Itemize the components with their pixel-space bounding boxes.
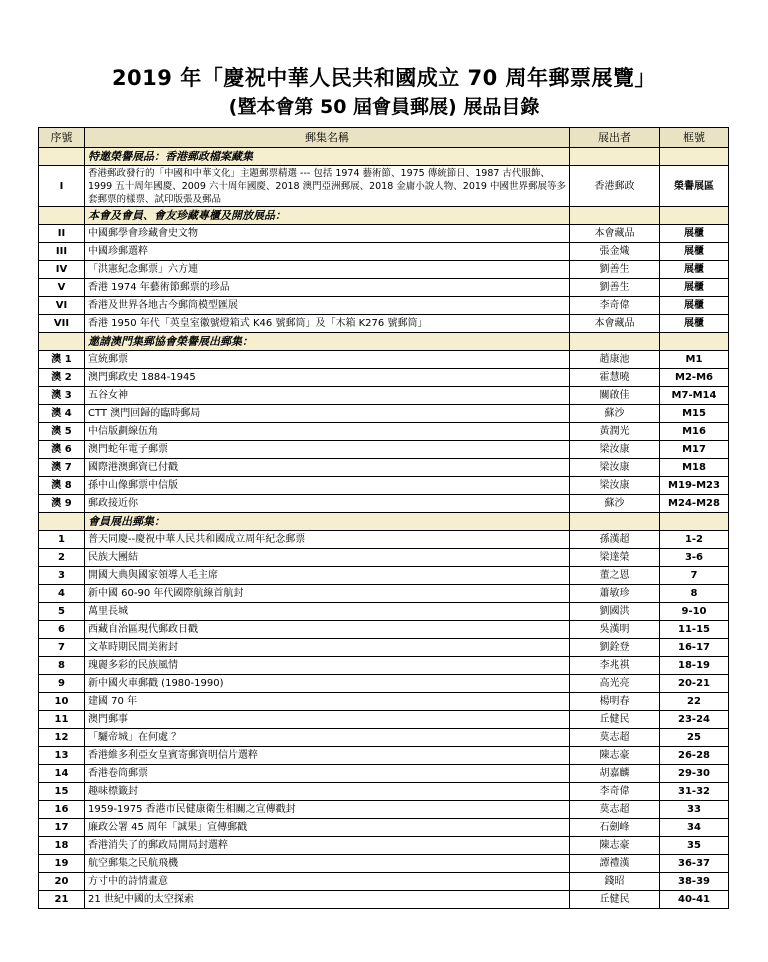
exhibitor-name: 莫志超 <box>570 801 660 819</box>
exhibit-title: 香港 1950 年代「英皇室徽號燈箱式 K46 號郵筒」及「木箱 K276 號郵筒」 <box>85 315 570 333</box>
row-number: V <box>39 279 85 297</box>
frame-number: 9-10 <box>660 603 729 621</box>
exhibitor-name: 陳志豪 <box>570 837 660 855</box>
row-number: 20 <box>39 873 85 891</box>
table-row <box>39 549 729 567</box>
frame-number <box>660 148 729 166</box>
frame-number: 榮譽展區 <box>660 166 729 207</box>
table-row <box>39 567 729 585</box>
table-row <box>39 387 729 405</box>
exhibitor-name: 董之恩 <box>570 567 660 585</box>
row-number: 21 <box>39 891 85 909</box>
frame-number: M17 <box>660 441 729 459</box>
exhibit-title: 邀請澳門集郵協會榮譽展出郵集： <box>85 333 570 351</box>
row-number <box>39 513 85 531</box>
exhibit-title: 「洪憲紀念郵票」六方連 <box>85 261 570 279</box>
section-header-row <box>39 513 729 531</box>
table-row <box>39 477 729 495</box>
row-number: 13 <box>39 747 85 765</box>
exhibitor-name: 李奇偉 <box>570 297 660 315</box>
row-number: 澳 9 <box>39 495 85 513</box>
exhibitor-name: 錢昭 <box>570 873 660 891</box>
header-exhibitor: 展出者 <box>570 128 660 148</box>
header-no: 序號 <box>39 128 85 148</box>
frame-number: 展櫃 <box>660 261 729 279</box>
table-row <box>39 855 729 873</box>
exhibit-title: 1959-1975 香港市民健康衛生相關之宣傳戳封 <box>85 801 570 819</box>
frame-number: 7 <box>660 567 729 585</box>
exhibit-title: 澳門郵事 <box>85 711 570 729</box>
exhibitor-name: 梁汝康 <box>570 441 660 459</box>
frame-number: 展櫃 <box>660 243 729 261</box>
exhibitor-name: 趙康池 <box>570 351 660 369</box>
exhibit-title: 香港郵政發行的「中國和中華文化」主題郵票精選 --- 包括 1974 藝術節、1975 傳統節日、1987 古代服飾、1999 五十周年國慶、2009 六十周年國慶、2018 澳門亞洲郵展、2018 金庸小說人物、2019 中國世界郵展等多套郵票的樣票、試印版張及郵品 <box>85 166 570 207</box>
row-number: I <box>39 166 85 207</box>
exhibitor-name: 本會藏品 <box>570 225 660 243</box>
table-row <box>39 603 729 621</box>
row-number: III <box>39 243 85 261</box>
document-title: 2019 年「慶祝中華人民共和國成立 70 周年郵票展覽」 <box>111 66 657 90</box>
row-number: 2 <box>39 549 85 567</box>
exhibit-catalog-table <box>38 127 729 909</box>
frame-number: M19-M23 <box>660 477 729 495</box>
table-row <box>39 729 729 747</box>
exhibit-title: 會員展出郵集： <box>85 513 570 531</box>
row-number: 15 <box>39 783 85 801</box>
exhibit-title: 本會及會員、會友珍藏專櫃及開放展品： <box>85 207 570 225</box>
table-row <box>39 315 729 333</box>
exhibit-title: 新中國 60-90 年代國際航線首航封 <box>85 585 570 603</box>
frame-number: 16-17 <box>660 639 729 657</box>
frame-number: 29-30 <box>660 765 729 783</box>
frame-number: M18 <box>660 459 729 477</box>
section-header-row <box>39 148 729 166</box>
row-number: 8 <box>39 657 85 675</box>
exhibit-title: 民族大團結 <box>85 549 570 567</box>
frame-number <box>660 513 729 531</box>
table-row <box>39 531 729 549</box>
frame-number <box>660 333 729 351</box>
frame-number: 3-6 <box>660 549 729 567</box>
document-subtitle: (暨本會第 50 屆會員郵展) 展品目錄 <box>228 96 540 118</box>
row-number: 17 <box>39 819 85 837</box>
frame-number: 11-15 <box>660 621 729 639</box>
exhibitor-name: 丘健民 <box>570 891 660 909</box>
exhibit-title: 廉政公署 45 周年「誠果」宣傳郵戳 <box>85 819 570 837</box>
table-body <box>39 148 729 909</box>
frame-number: 35 <box>660 837 729 855</box>
exhibit-title: 瑰麗多彩的民族風情 <box>85 657 570 675</box>
table-row <box>39 675 729 693</box>
frame-number: 1-2 <box>660 531 729 549</box>
exhibitor-name: 張金熾 <box>570 243 660 261</box>
exhibitor-name: 梁達榮 <box>570 549 660 567</box>
header-frame: 框號 <box>660 128 729 148</box>
frame-number: 8 <box>660 585 729 603</box>
table-row <box>39 495 729 513</box>
row-number: 澳 1 <box>39 351 85 369</box>
exhibitor-name: 劉善生 <box>570 261 660 279</box>
frame-number: 展櫃 <box>660 279 729 297</box>
row-number: 7 <box>39 639 85 657</box>
exhibit-title: 方寸中的詩情畫意 <box>85 873 570 891</box>
table-row <box>39 585 729 603</box>
exhibit-title: 航空郵集之民航飛機 <box>85 855 570 873</box>
exhibit-title: 趣味標籤封 <box>85 783 570 801</box>
table-row <box>39 369 729 387</box>
exhibitor-name <box>570 513 660 531</box>
exhibitor-name: 關啟佳 <box>570 387 660 405</box>
exhibitor-name: 石劍峰 <box>570 819 660 837</box>
table-row <box>39 297 729 315</box>
exhibit-title: 香港卷筒郵票 <box>85 765 570 783</box>
table-row <box>39 693 729 711</box>
exhibitor-name: 蕭敏珍 <box>570 585 660 603</box>
exhibit-title: 中國郵學會珍藏會史文物 <box>85 225 570 243</box>
exhibitor-name: 霍慧曉 <box>570 369 660 387</box>
exhibit-title: 香港消失了的郵政局開局封選粹 <box>85 837 570 855</box>
table-row <box>39 891 729 909</box>
exhibitor-name: 香港郵政 <box>570 166 660 207</box>
exhibit-title: 澳門蛇年電子郵票 <box>85 441 570 459</box>
row-number: 3 <box>39 567 85 585</box>
exhibit-title: 特邀榮譽展品：香港郵政檔案藏集 <box>85 148 570 166</box>
section-header-row <box>39 207 729 225</box>
exhibit-title: 開國大典與國家領導人毛主席 <box>85 567 570 585</box>
row-number: VII <box>39 315 85 333</box>
exhibitor-name: 陳志豪 <box>570 747 660 765</box>
row-number: IV <box>39 261 85 279</box>
frame-number: 18-19 <box>660 657 729 675</box>
exhibitor-name <box>570 148 660 166</box>
exhibitor-name: 李奇偉 <box>570 783 660 801</box>
row-number: 14 <box>39 765 85 783</box>
exhibit-title: 萬里長城 <box>85 603 570 621</box>
frame-number: M16 <box>660 423 729 441</box>
row-number: 9 <box>39 675 85 693</box>
row-number: 澳 4 <box>39 405 85 423</box>
row-number: 16 <box>39 801 85 819</box>
frame-number: M2-M6 <box>660 369 729 387</box>
frame-number: 40-41 <box>660 891 729 909</box>
row-number <box>39 333 85 351</box>
exhibit-title: 建國 70 年 <box>85 693 570 711</box>
exhibitor-name: 吳漢明 <box>570 621 660 639</box>
table-row <box>39 747 729 765</box>
row-number: 11 <box>39 711 85 729</box>
exhibit-title: 文革時期民間美術封 <box>85 639 570 657</box>
row-number: 19 <box>39 855 85 873</box>
row-number: 18 <box>39 837 85 855</box>
exhibit-title: 中國珍郵選粹 <box>85 243 570 261</box>
row-number: 5 <box>39 603 85 621</box>
row-number: 澳 8 <box>39 477 85 495</box>
exhibitor-name: 胡嘉麟 <box>570 765 660 783</box>
table-row <box>39 459 729 477</box>
table-row <box>39 441 729 459</box>
row-number <box>39 148 85 166</box>
table-row <box>39 243 729 261</box>
table-row <box>39 621 729 639</box>
table-row <box>39 351 729 369</box>
row-number: 澳 3 <box>39 387 85 405</box>
header-title: 郵集名稱 <box>85 128 570 148</box>
exhibitor-name: 劉善生 <box>570 279 660 297</box>
table-row <box>39 225 729 243</box>
table-row <box>39 166 729 207</box>
exhibitor-name: 譚禮漢 <box>570 855 660 873</box>
frame-number: 36-37 <box>660 855 729 873</box>
exhibit-title: 國際港澳郵資已付戳 <box>85 459 570 477</box>
exhibitor-name: 莫志超 <box>570 729 660 747</box>
table-header-row <box>39 128 729 148</box>
exhibit-title: 五谷女神 <box>85 387 570 405</box>
exhibit-title: 西藏自治區現代郵政日戳 <box>85 621 570 639</box>
exhibitor-name: 楊明春 <box>570 693 660 711</box>
exhibit-title: 中信版劃線伍角 <box>85 423 570 441</box>
frame-number: 25 <box>660 729 729 747</box>
exhibitor-name: 梁汝康 <box>570 459 660 477</box>
exhibitor-name: 孫漢超 <box>570 531 660 549</box>
row-number: 6 <box>39 621 85 639</box>
exhibitor-name: 蘇沙 <box>570 495 660 513</box>
frame-number: M1 <box>660 351 729 369</box>
row-number: 1 <box>39 531 85 549</box>
exhibitor-name: 劉銓登 <box>570 639 660 657</box>
frame-number <box>660 207 729 225</box>
exhibit-title: 澳門郵政史 1884-1945 <box>85 369 570 387</box>
frame-number: 31-32 <box>660 783 729 801</box>
row-number: 4 <box>39 585 85 603</box>
table-row <box>39 657 729 675</box>
table-row <box>39 423 729 441</box>
exhibit-title: 香港維多利亞女皇賓寄郵資明信片選粹 <box>85 747 570 765</box>
table-row <box>39 837 729 855</box>
row-number: 12 <box>39 729 85 747</box>
frame-number: M24-M28 <box>660 495 729 513</box>
frame-number: M15 <box>660 405 729 423</box>
table-row <box>39 801 729 819</box>
exhibitor-name: 蘇沙 <box>570 405 660 423</box>
row-number: 澳 7 <box>39 459 85 477</box>
frame-number: 33 <box>660 801 729 819</box>
exhibitor-name: 黃潤光 <box>570 423 660 441</box>
table-row <box>39 711 729 729</box>
row-number: 澳 6 <box>39 441 85 459</box>
frame-number: 22 <box>660 693 729 711</box>
exhibit-title: 香港及世界各地古今郵筒模型匯展 <box>85 297 570 315</box>
frame-number: 38-39 <box>660 873 729 891</box>
exhibitor-name: 高光亮 <box>570 675 660 693</box>
frame-number: 展櫃 <box>660 297 729 315</box>
table-row <box>39 261 729 279</box>
exhibit-title: 郵政接近你 <box>85 495 570 513</box>
exhibitor-name: 梁汝康 <box>570 477 660 495</box>
row-number: 澳 5 <box>39 423 85 441</box>
exhibit-title: CTT 澳門回歸的臨時郵局 <box>85 405 570 423</box>
exhibit-title: 21 世紀中國的太空探索 <box>85 891 570 909</box>
exhibitor-name <box>570 333 660 351</box>
frame-number: 展櫃 <box>660 315 729 333</box>
exhibit-title: 普天同慶--慶祝中華人民共和國成立周年紀念郵票 <box>85 531 570 549</box>
exhibitor-name: 劉國洪 <box>570 603 660 621</box>
row-number <box>39 207 85 225</box>
exhibitor-name <box>570 207 660 225</box>
frame-number: 26-28 <box>660 747 729 765</box>
table-row <box>39 405 729 423</box>
frame-number: 展櫃 <box>660 225 729 243</box>
exhibit-title: 新中國火車郵戳 (1980-1990) <box>85 675 570 693</box>
table-row <box>39 279 729 297</box>
exhibit-title: 香港 1974 年藝術節郵票的珍品 <box>85 279 570 297</box>
row-number: VI <box>39 297 85 315</box>
exhibitor-name: 丘健民 <box>570 711 660 729</box>
row-number: 澳 2 <box>39 369 85 387</box>
frame-number: 23-24 <box>660 711 729 729</box>
frame-number: M7-M14 <box>660 387 729 405</box>
table-row <box>39 819 729 837</box>
table-row <box>39 639 729 657</box>
exhibit-title: 「驪帝城」在何處 ？ <box>85 729 570 747</box>
exhibitor-name: 本會藏品 <box>570 315 660 333</box>
row-number: 10 <box>39 693 85 711</box>
frame-number: 34 <box>660 819 729 837</box>
table-row <box>39 765 729 783</box>
exhibit-title: 宣統郵票 <box>85 351 570 369</box>
table-row <box>39 783 729 801</box>
table-row <box>39 873 729 891</box>
row-number: II <box>39 225 85 243</box>
exhibit-title: 孫中山像郵票中信版 <box>85 477 570 495</box>
frame-number: 20-21 <box>660 675 729 693</box>
section-header-row <box>39 333 729 351</box>
exhibitor-name: 李兆祺 <box>570 657 660 675</box>
